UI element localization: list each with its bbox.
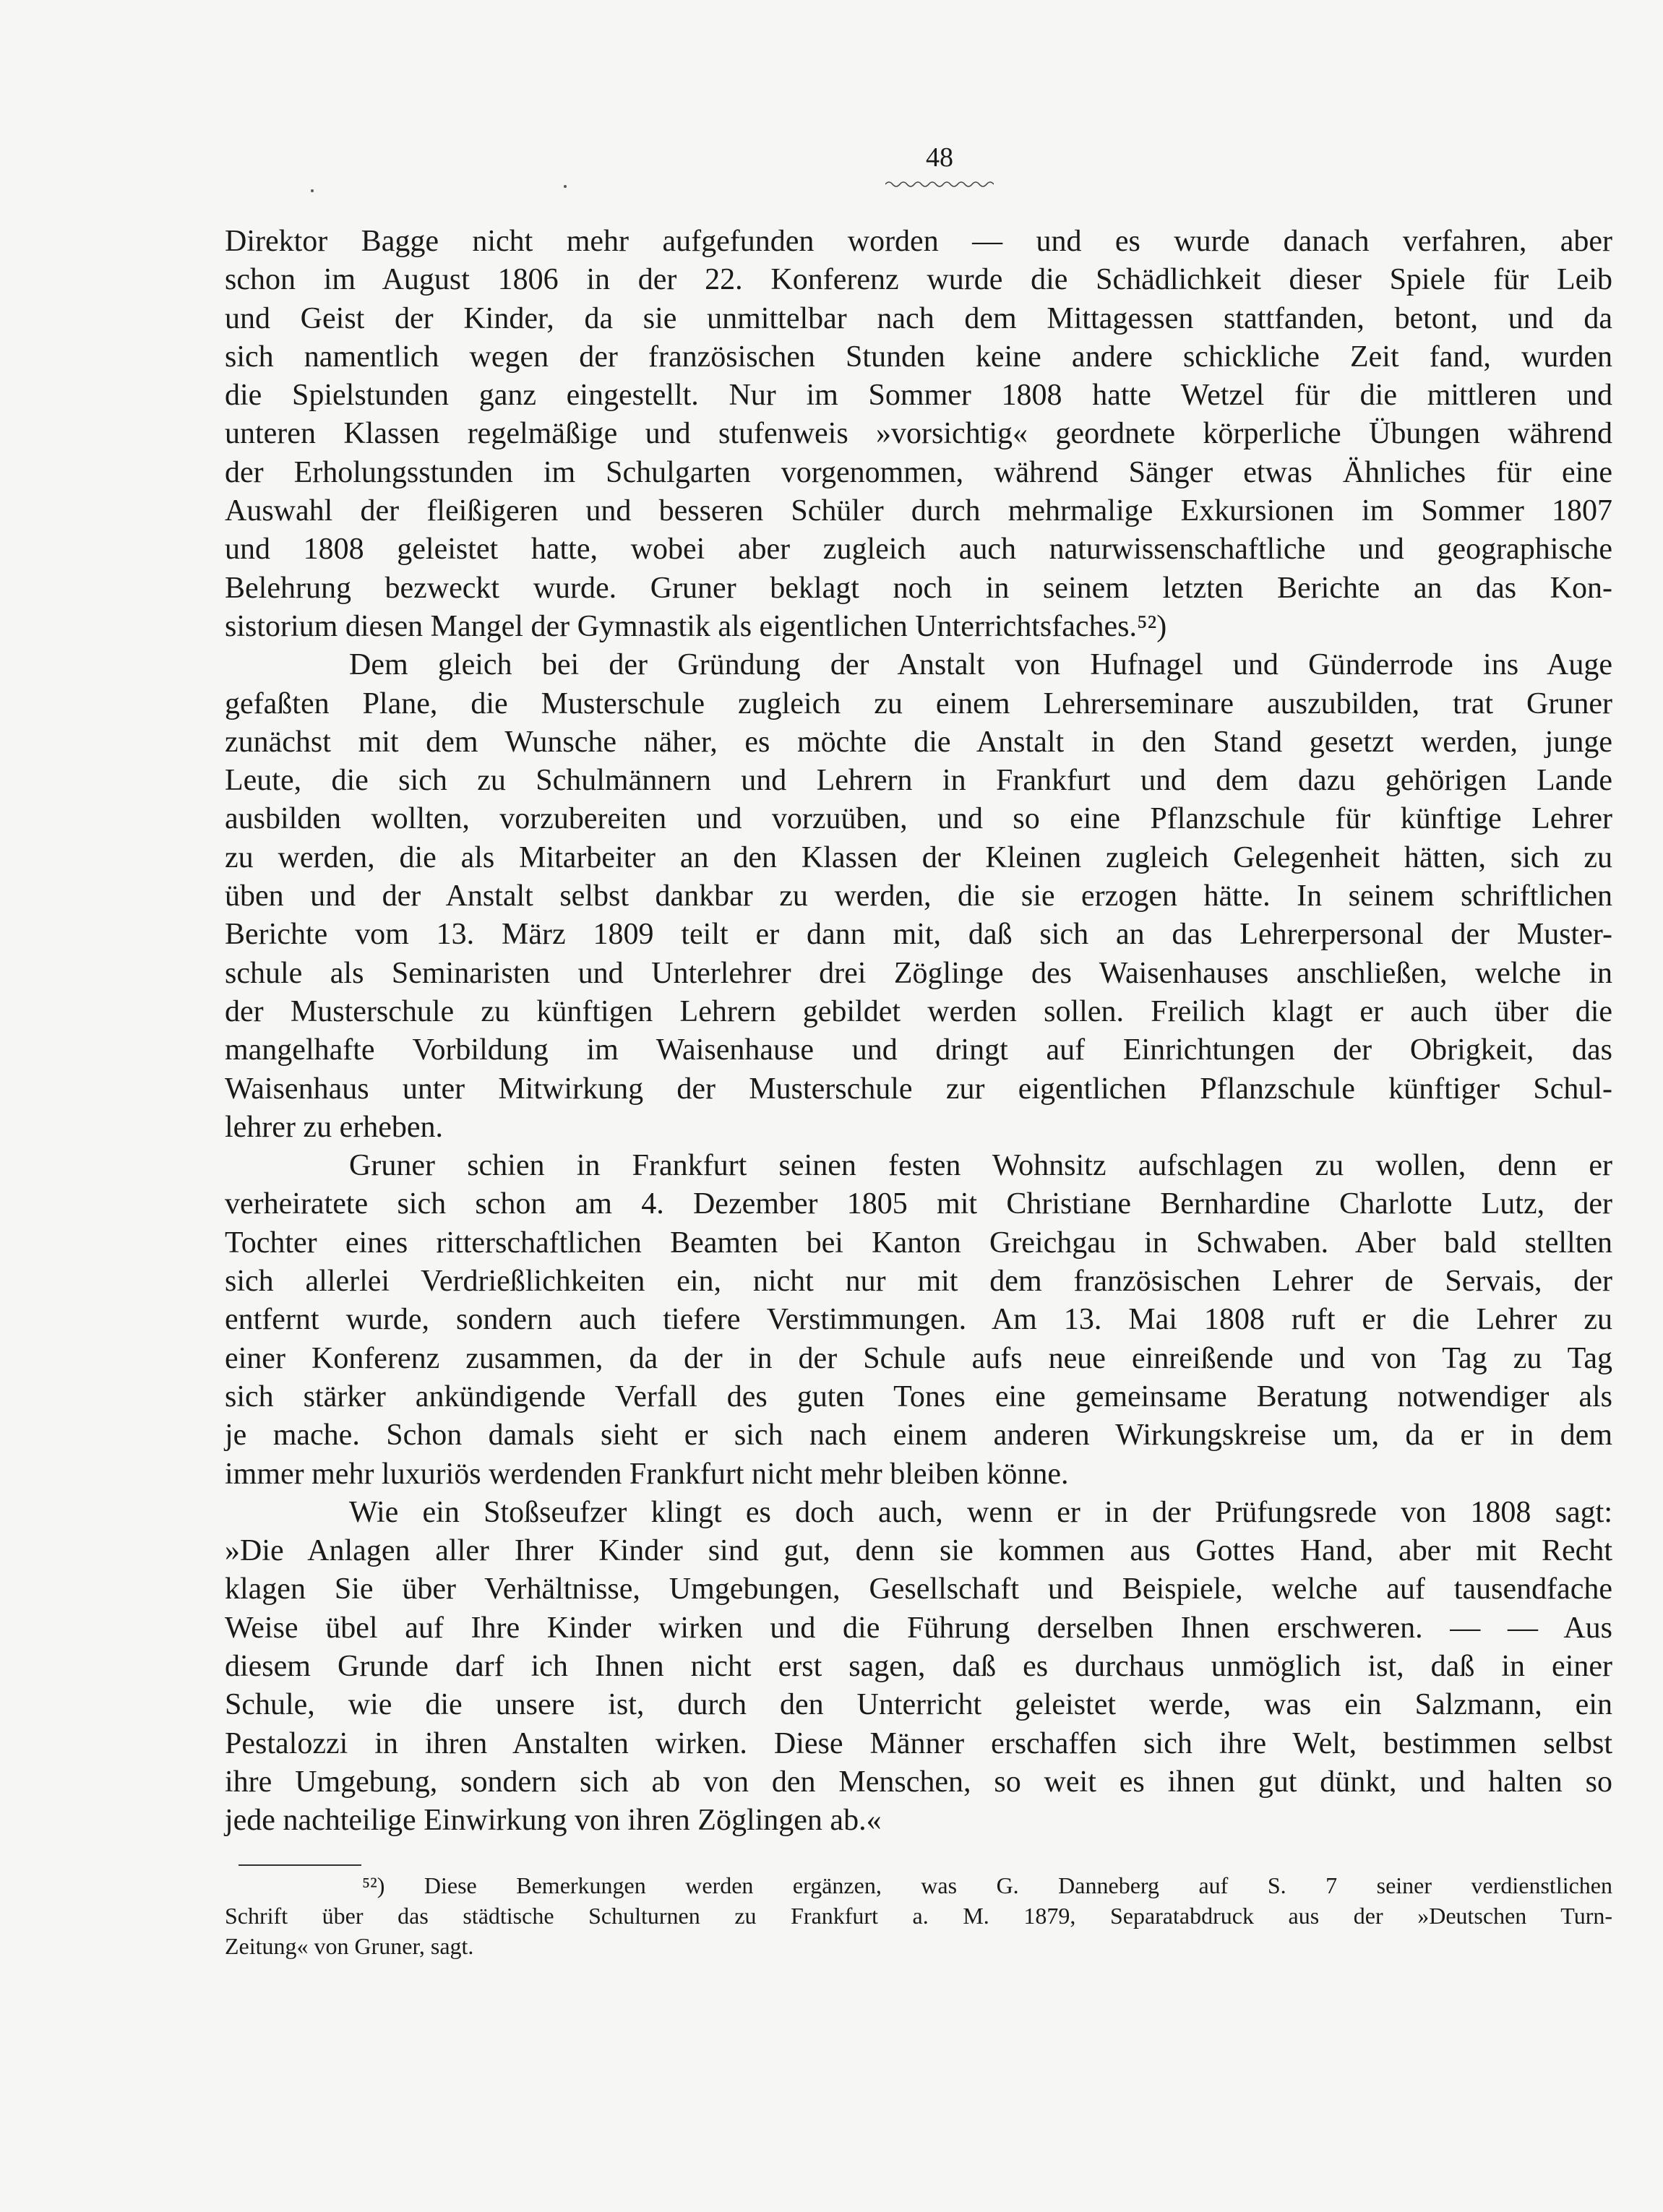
text-line: schule als Seminaristen und Unterlehrer drei Zöglinge des Waisenhauses anschließen, welche in (225, 956, 1612, 990)
text-line: lehrer zu erheben. (225, 1110, 443, 1144)
text-line: Tochter eines ritterschaftlichen Beamten bei Kanton Greichgau in Schwaben. Aber bald stellten (225, 1226, 1612, 1260)
text-line: Berichte vom 13. März 1809 teilt er dann mit, daß sich an das Lehrerpersonal der Muster- (225, 918, 1612, 952)
text-line: zunächst mit dem Wunsche näher, es möchte die Anstalt in den Stand gesetzt werden, junge (225, 725, 1612, 759)
text-line: unteren Klassen regelmäßige und stufenweis »vorsichtig« geordnete körperliche Übungen während (225, 417, 1612, 451)
text-line: Gruner schien in Frankfurt seinen festen Wohnsitz aufschlagen zu wollen, denn er (349, 1149, 1612, 1183)
text-line: sich allerlei Verdrießlichkeiten ein, nicht nur mit dem französischen Lehrer de Servais, der (225, 1265, 1612, 1299)
text-line: gefaßten Plane, die Musterschule zugleich zu einem Lehrerseminare auszubilden, trat Gruner (225, 687, 1612, 720)
text-line: jede nachteilige Einwirkung von ihren Zöglingen ab.« (225, 1804, 882, 1838)
paragraph-1 (225, 223, 1612, 646)
text-line: verheiratete sich schon am 4. Dezember 1805 mit Christiane Bernhardine Charlotte Lutz, der (225, 1187, 1612, 1221)
text-line: Schule, wie die unsere ist, durch den Unterricht geleistet werde, was ein Salzmann, ein (225, 1688, 1612, 1722)
text-line: Leute, die sich zu Schulmännern und Lehrern in Frankfurt und dem dazu gehörigen Lande (225, 764, 1612, 798)
text-line: Weise übel auf Ihre Kinder wirken und die Führung derselben Ihnen erschweren. — — Aus (225, 1611, 1612, 1645)
text-line: der Musterschule zu künftigen Lehrern gebildet werden sollen. Freilich klagt er auch über die (225, 994, 1612, 1028)
text-line: immer mehr luxuriös werdenden Frankfurt nicht mehr bleiben könne. (225, 1457, 1069, 1491)
paragraph-3 (225, 1147, 1612, 1494)
paragraph-4 (225, 1494, 1612, 1841)
paragraph-2 (225, 646, 1612, 1147)
text-line: mangelhafte Vorbildung im Waisenhause und dringt auf Einrichtungen der Obrigkeit, das (225, 1033, 1612, 1067)
text-line: die Spielstunden ganz eingestellt. Nur im Sommer 1808 hatte Wetzel für die mittleren und (225, 379, 1612, 413)
text-line: sistorium diesen Mangel der Gymnastik als eigentlichen Unterrichtsfaches.⁵²) (225, 609, 1167, 643)
print-speck (564, 185, 567, 188)
footnote-line: ⁵²) Diese Bemerkungen werden ergänzen, was G. Danneberg auf S. 7 seiner verdienstlichen (362, 1872, 1612, 1898)
footnote-line: Zeitung« von Gruner, sagt. (225, 1933, 474, 1959)
footnote-divider (239, 1864, 361, 1866)
text-line: schon im August 1806 in der 22. Konferenz wurde die Schädlichkeit dieser Spiele für Leib (225, 263, 1612, 297)
print-speck (311, 189, 314, 192)
text-line: zu werden, die als Mitarbeiter an den Klassen der Kleinen zugleich Gelegenheit hätten, sich zu (225, 840, 1612, 874)
text-line: üben und der Anstalt selbst dankbar zu werden, die sie erzogen hätte. In seinem schriftlichen (225, 879, 1612, 913)
text-line: sich namentlich wegen der französischen Stunden keine andere schickliche Zeit fand, wurden (225, 340, 1612, 374)
text-line: sich stärker ankündigende Verfall des guten Tones eine gemeinsame Beratung notwendiger als (225, 1380, 1612, 1413)
text-line: und 1808 geleistet hatte, wobei aber zugleich auch naturwissenschaftliche und geographische (225, 533, 1612, 567)
text-line: je mache. Schon damals sieht er sich nach einem anderen Wirkungskreise um, da er in dem (225, 1419, 1612, 1453)
text-line: ihre Umgebung, sondern sich ab von den Menschen, so weit es ihnen gut dünkt, und halten so (225, 1765, 1612, 1799)
text-line: Wie ein Stoßseufzer klingt es doch auch, wenn er in der Prüfungsrede von 1808 sagt: (349, 1495, 1612, 1529)
text-line: diesem Grunde darf ich Ihnen nicht erst sagen, daß es durchaus unmöglich ist, daß in einer (225, 1649, 1612, 1683)
page-number: 48 (926, 142, 953, 173)
text-line: Waisenhaus unter Mitwirkung der Musterschule zur eigentlichen Pflanzschule künftiger Schul- (225, 1072, 1612, 1106)
footnote-line: Schrift über das städtische Schulturnen zu Frankfurt a. M. 1879, Separatabdruck aus der »Deutschen Turn- (225, 1903, 1612, 1929)
text-line: ausbilden wollten, vorzubereiten und vorzuüben, und so eine Pflanzschule für künftige Lehrer (225, 802, 1612, 836)
text-line: einer Konferenz zusammen, da der in der Schule aufs neue einreißende und von Tag zu Tag (225, 1341, 1612, 1375)
text-line: Pestalozzi in ihren Anstalten wirken. Diese Männer erschaffen sich ihre Welt, bestimmen selbst (225, 1726, 1612, 1760)
text-line: Belehrung bezweckt wurde. Gruner beklagt noch in seinem letzten Berichte an das Kon- (225, 571, 1612, 605)
body-text (225, 223, 1612, 1840)
text-line: Dem gleich bei der Gründung der Anstalt von Hufnagel und Günderrode ins Auge (349, 648, 1612, 682)
text-line: klagen Sie über Verhältnisse, Umgebungen, Gesellschaft und Beispiele, welche auf tausendfache (225, 1572, 1612, 1606)
page-number-ornament (885, 179, 994, 189)
text-line: Auswahl der fleißigeren und besseren Schüler durch mehrmalige Exkursionen im Sommer 1807 (225, 494, 1612, 528)
text-line: Direktor Bagge nicht mehr aufgefunden worden — und es wurde danach verfahren, aber (225, 225, 1612, 258)
text-line: »Die Anlagen aller Ihrer Kinder sind gut, denn sie kommen aus Gottes Hand, aber mit Recht (225, 1534, 1612, 1568)
text-line: entfernt wurde, sondern auch tiefere Verstimmungen. Am 13. Mai 1808 ruft er die Lehrer zu (225, 1303, 1612, 1337)
text-line: und Geist der Kinder, da sie unmittelbar nach dem Mittagessen stattfanden, betont, und da (225, 301, 1612, 335)
text-line: der Erholungsstunden im Schulgarten vorgenommen, während Sänger etwas Ähnliches für eine (225, 455, 1612, 489)
footnote-52 (225, 1870, 1612, 1961)
